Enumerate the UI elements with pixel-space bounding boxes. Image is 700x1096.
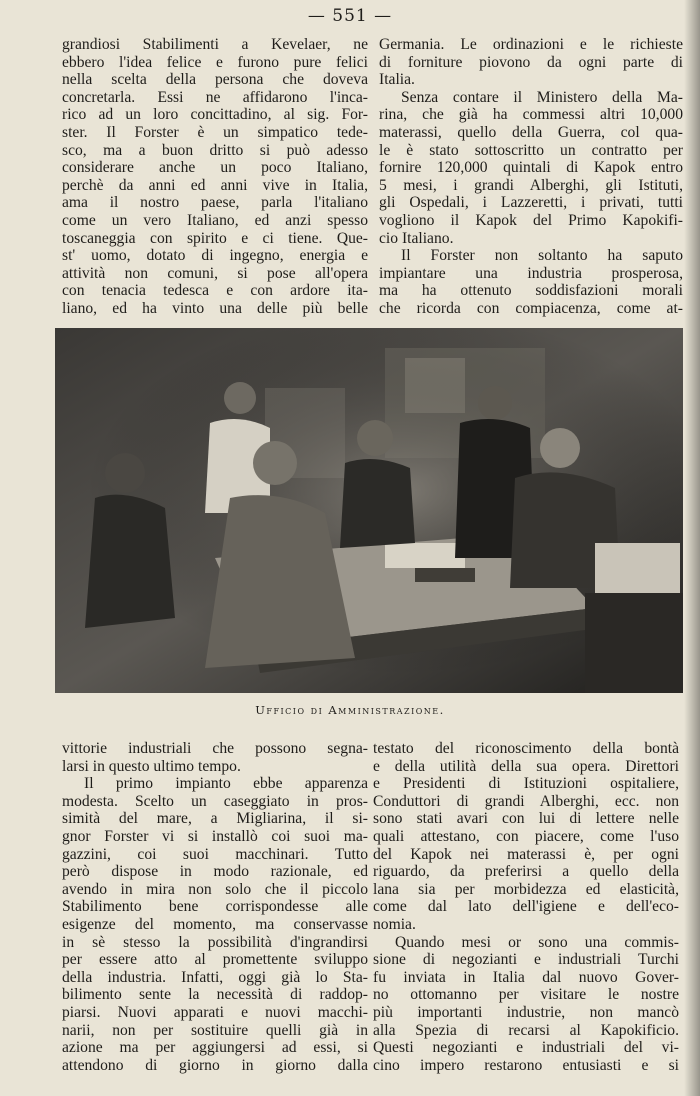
office-photo-illustration (55, 328, 683, 693)
text-line: della industria. Infatti, oggi già lo Sta- (62, 968, 368, 986)
text-line: Senza contare il Ministero della Ma- (401, 88, 683, 106)
bottom-right-column (373, 740, 679, 1074)
text-line: gazzini, coi suoi macchinari. Tutto (62, 845, 368, 863)
text-line: no ottomanno per visitare le nostre (373, 986, 679, 1004)
text-line: Quando mesi or sono una commis- (395, 933, 679, 951)
text-line: per essere atto al promettente sviluppo (62, 951, 368, 969)
text-line: e Presidenti di Istituzioni ospitaliere, (373, 775, 679, 793)
text-line: liano, ed ha vinto una delle più belle (62, 299, 368, 317)
top-right-column (379, 36, 683, 318)
text-line: fu inviata in Italia dal nuovo Gover- (373, 968, 679, 986)
page-number: — 551 — (307, 6, 393, 26)
text-line: gli Ospedali, i Lazzeretti, i privati, tutti (379, 194, 683, 212)
text-line: gnor Forster vi si installò coi suoi ma- (62, 827, 368, 845)
text-line: concretarla. Essi ne affidarono l'inca- (62, 88, 368, 106)
text-line: come dal lato dell'igiene e dell'eco- (373, 898, 679, 916)
text-line: avendo in mira non solo che il piccolo (62, 880, 368, 898)
text-line: ama il nostro paese, parla l'italiano (62, 194, 368, 212)
text-line: grandiosi Stabilimenti a Kevelaer, ne (62, 36, 368, 53)
text-line: riguardo, da preferirsi a quello della (373, 863, 679, 881)
text-line: ebbero l'idea felice e furono pure felici (62, 53, 368, 71)
text-line: Conduttori di grandi Alberghi, ecc. non (373, 792, 679, 810)
text-line: però dispose in modo razionale, ed (62, 863, 368, 881)
text-line: st' uomo, dotato di ingegno, energia e (62, 247, 368, 265)
text-line: vogliono il Kapok del Primo Kapokifi- (379, 211, 683, 229)
text-line: ma ha ottenuto soddisfazioni morali (379, 282, 683, 300)
text-line: narii, non per sostituire quelli già in (62, 1021, 368, 1039)
text-line: Stabilimento bene corrispondesse alle (62, 898, 368, 916)
text-line: toscaneggia con spirito e ci tiene. Que- (62, 229, 368, 247)
text-line: le è stato sottoscritto un contratto per (379, 141, 683, 159)
text-line: larsi in questo ultimo tempo. (62, 757, 241, 775)
text-line: rico ad un loro concittadino, al sig. For- (62, 106, 368, 124)
top-left-column (62, 36, 368, 318)
text-line: quali attestano, con piacere, come l'uso (373, 827, 679, 845)
text-line: vittorie industriali che possono segna- (62, 740, 368, 757)
page-edge-shadow (684, 0, 700, 1096)
text-line: Germania. Le ordinazioni e le richieste (379, 36, 683, 53)
text-line: Il Forster non soltanto ha saputo (401, 247, 683, 265)
text-line: 5 mesi, i grandi Alberghi, gli Istituti, (379, 176, 683, 194)
text-line: azione ma per aggiungersi ad essi, si (62, 1039, 368, 1057)
text-line: rina, che già ha commessi altri 10,000 (379, 106, 683, 124)
text-line: di forniture piovono da ogni parte di (379, 53, 683, 71)
text-line: cino impero restarono entusiasti e si (373, 1056, 679, 1074)
text-line: esigenze del momento, ma conservasse (62, 915, 368, 933)
text-line: testato del riconoscimento della bontà (373, 740, 679, 757)
text-line: che ricorda con compiacenza, come at- (379, 299, 683, 317)
text-line: sco, ma a buon dritto si può adesso (62, 141, 368, 159)
text-line: come un vero Italiano, ed anzi spesso (62, 211, 368, 229)
text-line: nella scelta della persona che doveva (62, 71, 368, 89)
text-line: alla Spezia di recarsi al Kapokificio. (373, 1021, 679, 1039)
office-photograph (55, 328, 683, 693)
text-line: Italia. (379, 71, 415, 89)
text-line: sione di negozianti e industriali Turchi (373, 951, 679, 969)
text-line: Questi negozianti e industriali del vi- (373, 1039, 679, 1057)
text-line: fornire 120,000 quintali di Kapok entro (379, 159, 683, 177)
text-line: più importanti industrie, non mancò (373, 1003, 679, 1021)
text-line: attendono di giorno in giorno dalla (62, 1056, 368, 1074)
photo-caption: Ufficio di Amministrazione. (255, 703, 445, 717)
text-line: modesta. Scelto un caseggiato in pros- (62, 792, 368, 810)
text-line: considerare anche un poco Italiano, (62, 159, 368, 177)
text-line: con tenacia tedesca e con ardore ita- (62, 282, 368, 300)
text-line: ster. Il Forster è un simpatico tede- (62, 123, 368, 141)
text-line: attività non comuni, si pose all'opera (62, 264, 368, 282)
text-line: perchè da anni ed anni vive in Italia, (62, 176, 368, 194)
text-line: in sè stesso la possibilità d'ingrandirsi (62, 933, 368, 951)
text-line: del Kapok nei materassi è, per ogni (373, 845, 679, 863)
bottom-left-column (62, 740, 368, 1074)
text-line: impiantare una industria prosperosa, (379, 264, 683, 282)
text-line: sono stati avari con lui di lettere nelle (373, 810, 679, 828)
text-line: Il primo impianto ebbe apparenza (84, 775, 368, 793)
text-line: bilimento sente la necessità di raddop- (62, 986, 368, 1004)
text-line: piarsi. Nuovi apparati e nuovi macchi- (62, 1003, 368, 1021)
text-line: simità del mare, a Migliarina, il si- (62, 810, 368, 828)
text-line: e della utilità della sua opera. Direttori (373, 757, 679, 775)
text-line: nomia. (373, 915, 416, 933)
text-line: cio Italiano. (379, 229, 454, 247)
text-line: lana sia per morbidezza ed elasticità, (373, 880, 679, 898)
text-line: materassi, quello della Guerra, col qua- (379, 123, 683, 141)
